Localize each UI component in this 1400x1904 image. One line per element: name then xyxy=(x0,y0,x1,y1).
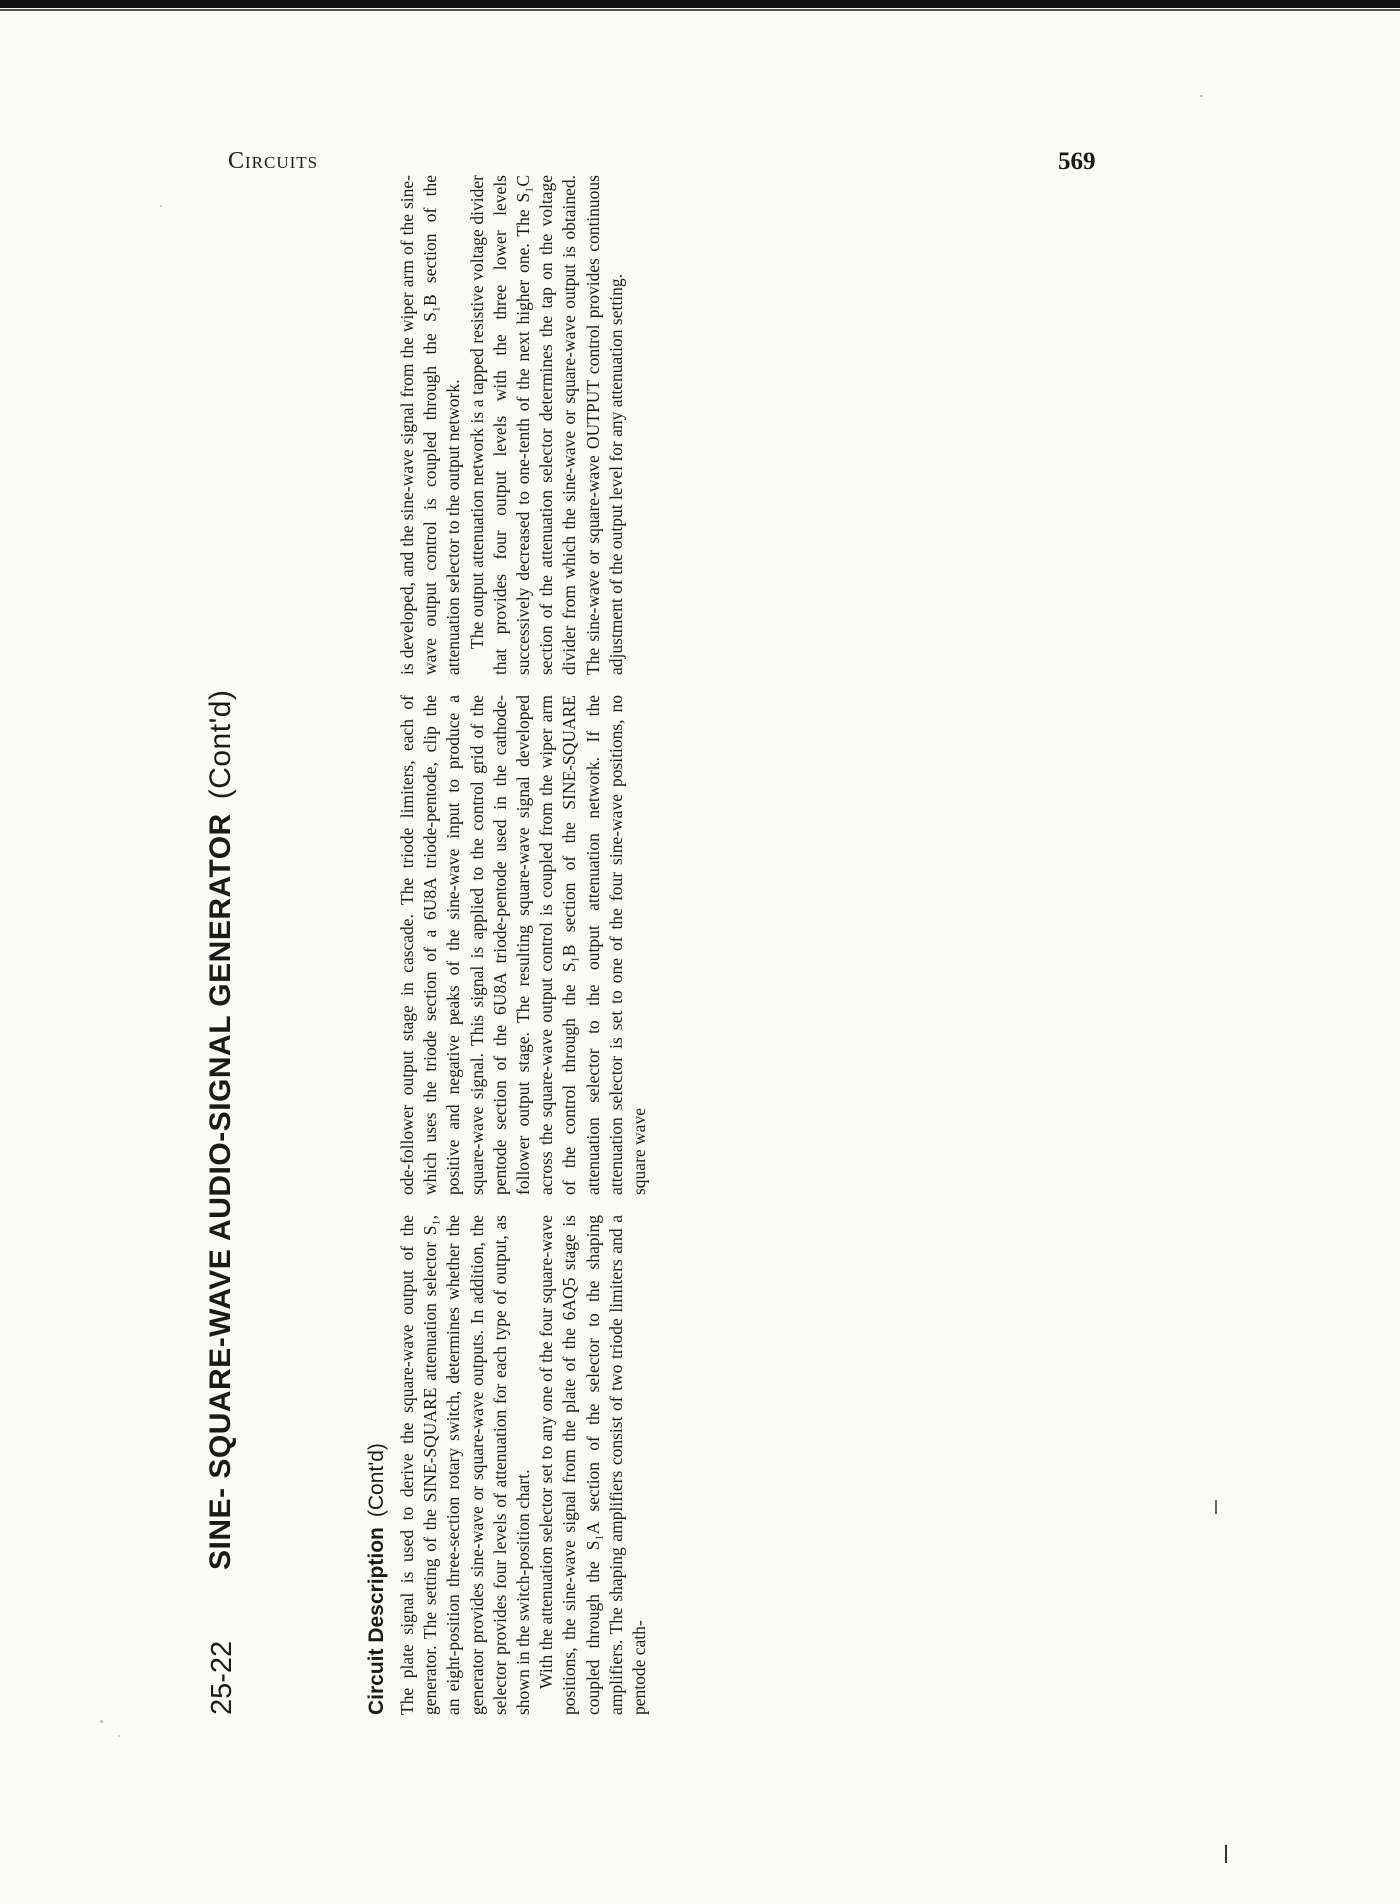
section-number: 25-22 xyxy=(206,1640,238,1715)
subsection-continued: (Cont'd) xyxy=(365,1443,388,1518)
text-column-1 xyxy=(396,1215,651,1715)
paragraph: ode-follower output stage in cascade. The triode limiters, each of which uses the triode section of a 6U8A triode-pentode, clip the positive and negative peaks of the sine-wave input to produce a square-wave signal. This signal is applied to the control grid of the pentode section of the 6U8A triode-pentode used in the cathode-follower output stage. The resulting square-wave signal developed across the square-wave output control is coupled from the wiper arm of the control through the S₁B section of the SINE-SQUARE attenuation selector to the output attenuation network. If the attenuation selector is set to one of the four sine-wave positions, no square wave xyxy=(397,695,650,1195)
scan-mark xyxy=(1215,1500,1217,1514)
scan-speck xyxy=(1200,95,1203,97)
section-title: SINE- SQUARE-WAVE AUDIO-SIGNAL GENERATOR xyxy=(204,813,237,1570)
section-title-wrap xyxy=(204,690,238,1570)
scan-speck xyxy=(118,1735,120,1737)
scan-mark xyxy=(1225,1845,1227,1863)
section-heading xyxy=(200,195,260,1715)
text-column-2 xyxy=(396,695,651,1195)
scan-speck xyxy=(160,205,162,207)
page-number: 569 xyxy=(1058,148,1096,175)
paragraph: With the attenuation selector set to any one of the four square-wave positions, the sine-wave signal from the plate of the 6AQ5 stage is coupled through the S₁A section of the selector to the shaping amplifiers. The shaping amplifiers consist of two triode limiters and a pentode cath- xyxy=(536,1215,650,1715)
top-scan-border xyxy=(0,0,1400,8)
text-column-3 xyxy=(396,175,628,675)
top-scan-border-shadow xyxy=(0,9,1400,11)
scan-speck xyxy=(100,1720,103,1723)
subsection-title: Circuit Description xyxy=(365,1527,388,1715)
running-head: Circuits xyxy=(228,148,319,174)
paragraph: is developed, and the sine-wave signal from the wiper arm of the sine-wave output control is coupled through the S₁B section of the attenuation selector to the output network. xyxy=(397,175,464,675)
paragraph: The plate signal is used to derive the square-wave output of the generator. The setting of the SINE-SQUARE attenuation selector S₁, an eight-position three-section rotary switch, determines whether the generator provides sine-wave or square-wave outputs. In addition, the selector provides four levels of attenuation for each type of output, as shown in the switch-position chart. xyxy=(397,1215,534,1715)
section-continued: (Cont'd) xyxy=(204,689,237,800)
subsection-heading xyxy=(365,1443,389,1715)
rotated-page-content xyxy=(200,175,960,1715)
paragraph: The output attenuation network is a tapped resistive voltage divider that provides four output levels with the three lower levels successively decreased to one-tenth of the next higher one. The S₁C section of the attenuation selector determines the tap on the voltage divider from which the sine-wave or square-wave output is obtained. The sine-wave or square-wave OUTPUT control provides continuous adjustment of the output level for any attenuation setting. xyxy=(466,175,626,675)
